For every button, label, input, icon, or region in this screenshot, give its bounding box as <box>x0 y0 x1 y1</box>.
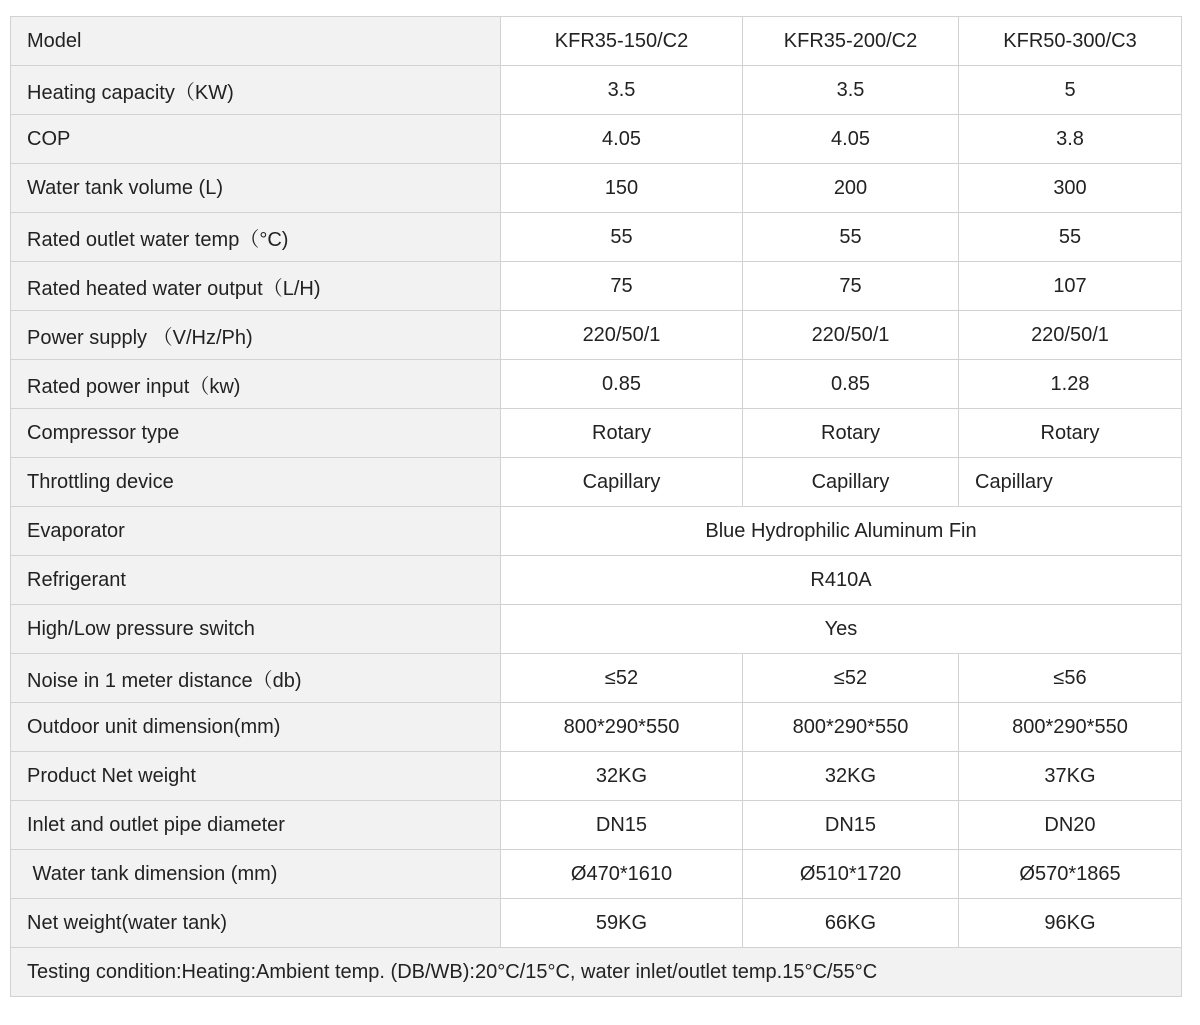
row-label: Water tank dimension (mm) <box>11 850 501 899</box>
cell-value: DN15 <box>501 801 743 850</box>
cell-value: DN20 <box>959 801 1182 850</box>
cell-value: 32KG <box>501 752 743 801</box>
row-label: Model <box>11 17 501 66</box>
cell-value: 300 <box>959 164 1182 213</box>
cell-value: 800*290*550 <box>743 703 959 752</box>
cell-value: 3.8 <box>959 115 1182 164</box>
table-row <box>11 899 1182 948</box>
cell-value: 3.5 <box>743 66 959 115</box>
cell-value: 96KG <box>959 899 1182 948</box>
cell-value: 55 <box>501 213 743 262</box>
row-label: Refrigerant <box>11 556 501 605</box>
cell-value: 75 <box>743 262 959 311</box>
row-label: Rated power input（kw) <box>11 360 501 409</box>
table-footer-row <box>11 948 1182 997</box>
table-row <box>11 605 1182 654</box>
table-row <box>11 654 1182 703</box>
cell-value: 55 <box>959 213 1182 262</box>
cell-value: ≤56 <box>959 654 1182 703</box>
row-label: High/Low pressure switch <box>11 605 501 654</box>
row-label: Rated outlet water temp（°C) <box>11 213 501 262</box>
table-row <box>11 801 1182 850</box>
table-row <box>11 66 1182 115</box>
row-label: Power supply （V/Hz/Ph) <box>11 311 501 360</box>
table-row <box>11 213 1182 262</box>
cell-value: Ø510*1720 <box>743 850 959 899</box>
cell-value: 220/50/1 <box>743 311 959 360</box>
cell-value: 5 <box>959 66 1182 115</box>
cell-value: 220/50/1 <box>959 311 1182 360</box>
merged-cell-value: Yes <box>501 605 1182 654</box>
cell-value: Capillary <box>743 458 959 507</box>
table-row <box>11 311 1182 360</box>
cell-value: 107 <box>959 262 1182 311</box>
cell-value: DN15 <box>743 801 959 850</box>
merged-cell-value: R410A <box>501 556 1182 605</box>
spec-table <box>10 16 1182 997</box>
cell-value: 220/50/1 <box>501 311 743 360</box>
table-row <box>11 458 1182 507</box>
cell-value: 32KG <box>743 752 959 801</box>
table-row <box>11 507 1182 556</box>
row-label: Compressor type <box>11 409 501 458</box>
cell-value: Capillary <box>501 458 743 507</box>
row-label: COP <box>11 115 501 164</box>
cell-value: 59KG <box>501 899 743 948</box>
row-label: Product Net weight <box>11 752 501 801</box>
cell-value: 800*290*550 <box>501 703 743 752</box>
cell-value: 75 <box>501 262 743 311</box>
table-row <box>11 850 1182 899</box>
cell-value: KFR35-200/C2 <box>743 17 959 66</box>
cell-value: 4.05 <box>743 115 959 164</box>
cell-value: Rotary <box>959 409 1182 458</box>
table-row <box>11 164 1182 213</box>
cell-value: 4.05 <box>501 115 743 164</box>
cell-value: KFR35-150/C2 <box>501 17 743 66</box>
cell-value: Rotary <box>743 409 959 458</box>
table-row <box>11 360 1182 409</box>
cell-value: 800*290*550 <box>959 703 1182 752</box>
cell-value: KFR50-300/C3 <box>959 17 1182 66</box>
table-row <box>11 703 1182 752</box>
cell-value: 55 <box>743 213 959 262</box>
row-label: Heating capacity（KW) <box>11 66 501 115</box>
cell-value: ≤52 <box>501 654 743 703</box>
table-row <box>11 409 1182 458</box>
row-label: Throttling device <box>11 458 501 507</box>
table-row <box>11 17 1182 66</box>
cell-value: Rotary <box>501 409 743 458</box>
row-label: Water tank volume (L) <box>11 164 501 213</box>
cell-value: Ø470*1610 <box>501 850 743 899</box>
table-row <box>11 556 1182 605</box>
testing-condition-note: Testing condition:Heating:Ambient temp. (DB/WB):20°C/15°C, water inlet/outlet temp.15°C/55°C <box>11 948 1182 997</box>
row-label: Outdoor unit dimension(mm) <box>11 703 501 752</box>
cell-value: 0.85 <box>743 360 959 409</box>
cell-value: Capillary <box>959 458 1182 507</box>
row-label: Noise in 1 meter distance（db) <box>11 654 501 703</box>
cell-value: 0.85 <box>501 360 743 409</box>
cell-value: 66KG <box>743 899 959 948</box>
table-row <box>11 752 1182 801</box>
table-row <box>11 115 1182 164</box>
row-label: Inlet and outlet pipe diameter <box>11 801 501 850</box>
row-label: Net weight(water tank) <box>11 899 501 948</box>
cell-value: ≤52 <box>743 654 959 703</box>
row-label: Rated heated water output（L/H) <box>11 262 501 311</box>
cell-value: Ø570*1865 <box>959 850 1182 899</box>
row-label: Evaporator <box>11 507 501 556</box>
cell-value: 3.5 <box>501 66 743 115</box>
cell-value: 200 <box>743 164 959 213</box>
cell-value: 150 <box>501 164 743 213</box>
cell-value: 37KG <box>959 752 1182 801</box>
merged-cell-value: Blue Hydrophilic Aluminum Fin <box>501 507 1182 556</box>
cell-value: 1.28 <box>959 360 1182 409</box>
table-row <box>11 262 1182 311</box>
